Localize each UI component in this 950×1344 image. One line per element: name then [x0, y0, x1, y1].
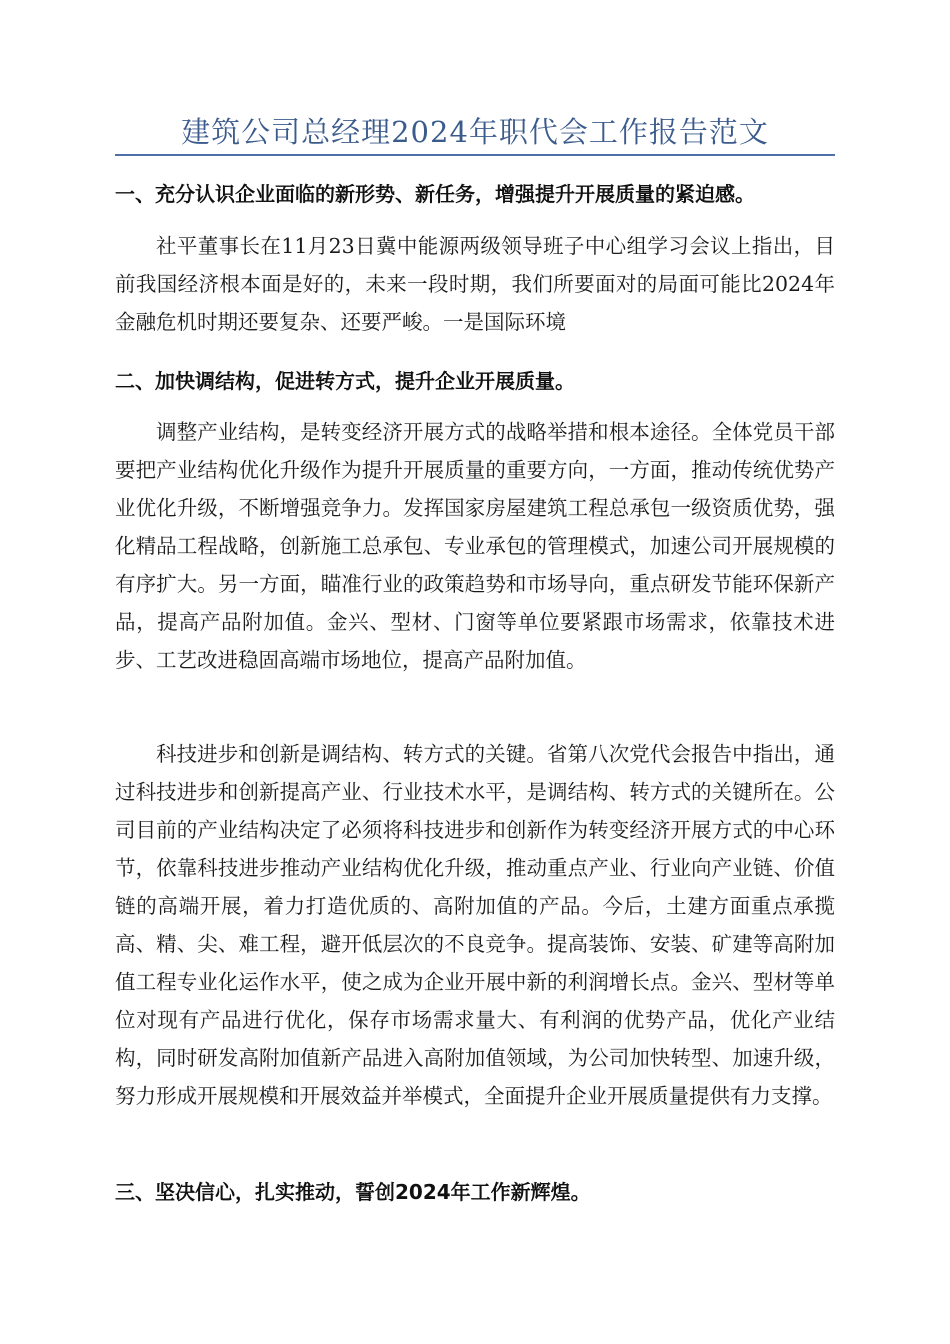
- section-1-paragraph-1: 社平董事长在11月23日冀中能源两级领导班子中心组学习会议上指出，目前我国经济根本面是好的，未来一段时期，我们所要面对的局面可能比2024年金融危机时期还要复杂、还要严峻。一是国际环境: [115, 234, 835, 334]
- section-heading-3: 三、坚决信心，扎实推动，誓创2024年工作新辉煌。: [115, 1180, 591, 1204]
- section-heading-1: 一、充分认识企业面临的新形势、新任务，增强提升开展质量的紧迫感。: [115, 182, 755, 206]
- document-title: 建筑公司总经理2024年职代会工作报告范文: [181, 115, 769, 149]
- title-underline: [115, 154, 835, 156]
- section-2-paragraph-2: 科技进步和创新是调结构、转方式的关键。省第八次党代会报告中指出，通过科技进步和创新提高产业、行业技术水平，是调结构、转方式的关键所在。公司目前的产业结构决定了必须将科技进步和创新作为转变经济开展方式的中心环节，依靠科技进步推动产业结构优化升级，推动重点产业、行业向产业链、价值链的高端开展，着力打造优质的、高附加值的产品。今后，土建方面重点承揽高、精、尖、难工程，避开低层次的不良竞争。提高装饰、安装、矿建等高附加值工程专业化运作水平，使之成为企业开展中新的利润增长点。金兴、型材等单位对现有产品进行优化，保存市场需求量大、有利润的优势产品，优化产业结构，同时研发高附加值新产品进入高附加值领域，为公司加快转型、加速升级，努力形成开展规模和开展效益并举模式，全面提升企业开展质量提供有力支撑。: [115, 742, 835, 1108]
- section-heading-2: 二、加快调结构，促进转方式，提升企业开展质量。: [115, 369, 575, 393]
- section-2-paragraph-1: 调整产业结构，是转变经济开展方式的战略举措和根本途径。全体党员干部要把产业结构优化升级作为提升开展质量的重要方向，一方面，推动传统优势产业优化升级，不断增强竞争力。发挥国家房屋建筑工程总承包一级资质优势，强化精品工程战略，创新施工总承包、专业承包的管理模式，加速公司开展规模的有序扩大。另一方面，瞄准行业的政策趋势和市场导向，重点研发节能环保新产品，提高产品附加值。金兴、型材、门窗等单位要紧跟市场需求，依靠技术进步、工艺改进稳固高端市场地位，提高产品附加值。: [115, 420, 835, 672]
